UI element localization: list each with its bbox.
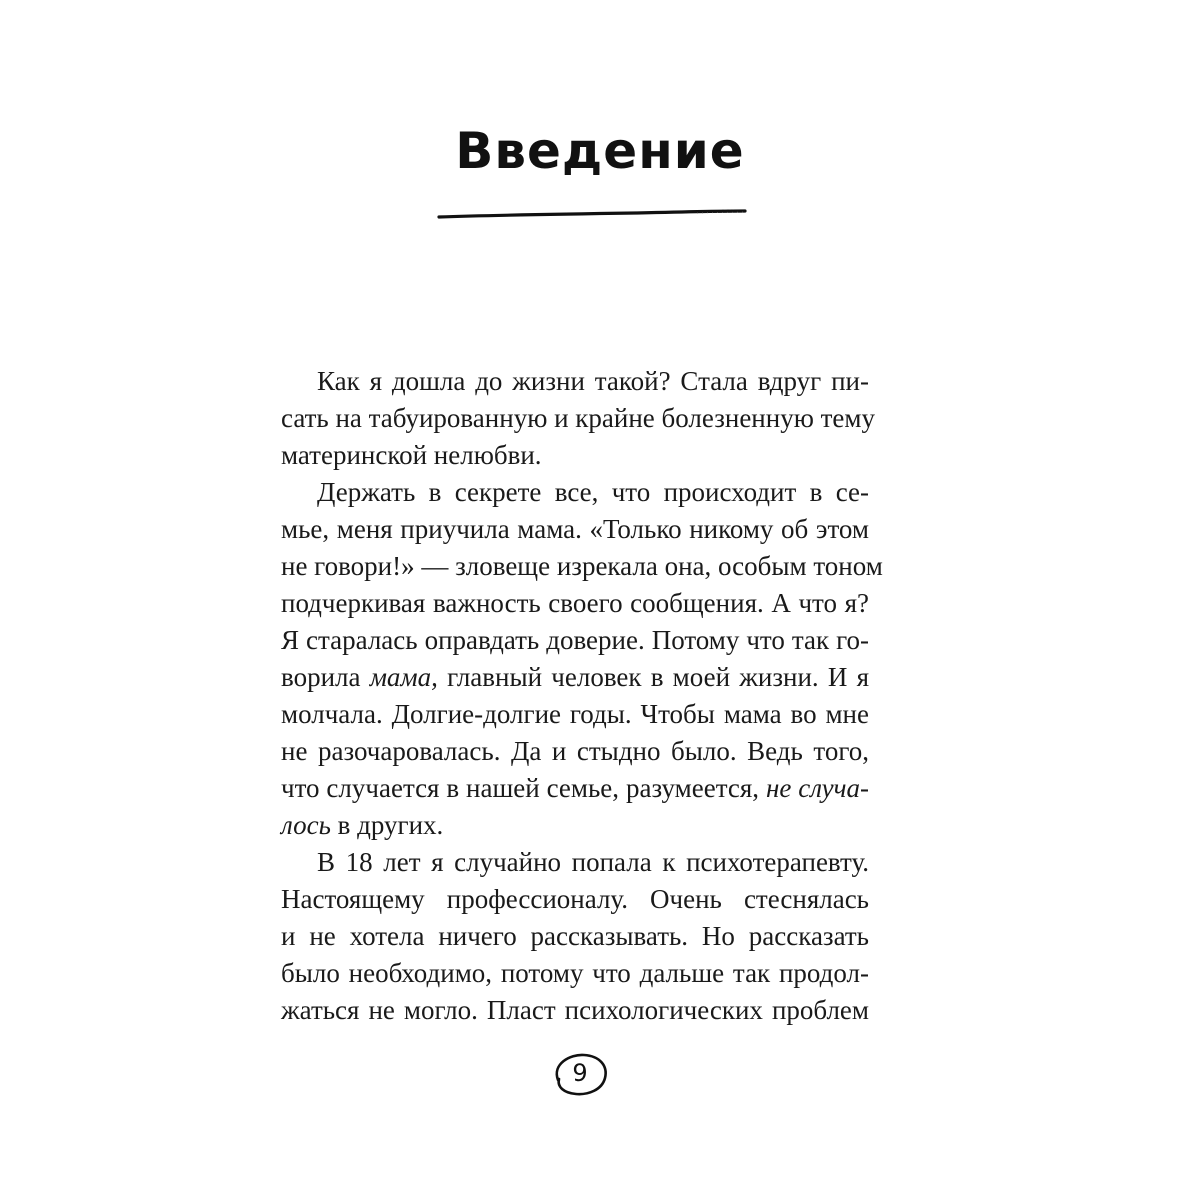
- page-number: [548, 1050, 612, 1098]
- text-line: Как я дошла до жизни такой? Стала вдруг пи-: [317, 366, 869, 396]
- chapter-title: Введение: [455, 122, 745, 180]
- italic-text: мама,: [369, 662, 438, 692]
- text-run: главный человек в моей жизни. И я: [437, 662, 869, 692]
- text-run: в других.: [330, 810, 444, 840]
- body-text: [281, 363, 883, 1029]
- text-line: Я старалась оправдать доверие. Потому что так го-: [281, 625, 869, 655]
- title-underline-rule: [437, 205, 747, 223]
- text-line: мье, меня приучила мама. «Только никому об этом: [281, 514, 869, 544]
- text-line: В 18 лет я случайно попала к психотерапевту.: [317, 847, 869, 877]
- text-line: не говори!» — зловеще изрекала она, особым тоном: [281, 551, 883, 581]
- text-line: молчала. Долгие-долгие годы. Чтобы мама во мне: [281, 699, 869, 729]
- text-line: жаться не могло. Пласт психологических проблем: [281, 995, 869, 1025]
- text-line: и не хотела ничего рассказывать. Но рассказать: [281, 921, 869, 951]
- text-line: материнской нелюбви.: [281, 440, 542, 470]
- text-line: было необходимо, потому что дальше так продол-: [281, 958, 869, 988]
- text-line: [281, 659, 869, 696]
- italic-text: лось: [281, 810, 331, 840]
- text-line: Настоящему профессионалу. Очень стеснялась: [281, 884, 869, 914]
- text-line: сать на табуированную и крайне болезненную тему: [281, 403, 875, 433]
- italic-text: не случа-: [765, 773, 869, 803]
- text-line: Держать в секрете все, что происходит в се-: [317, 477, 869, 507]
- text-line: не разочаровалась. Да и стыдно было. Ведь того,: [281, 736, 869, 766]
- text-run: ворила: [281, 662, 370, 692]
- page-number-text: 9: [572, 1059, 588, 1087]
- text-line: [281, 770, 869, 807]
- text-line: [281, 807, 869, 844]
- text-run: что случается в нашей семье, разумеется,: [281, 773, 766, 803]
- text-line: подчеркивая важность своего сообщения. А что я?: [281, 588, 869, 618]
